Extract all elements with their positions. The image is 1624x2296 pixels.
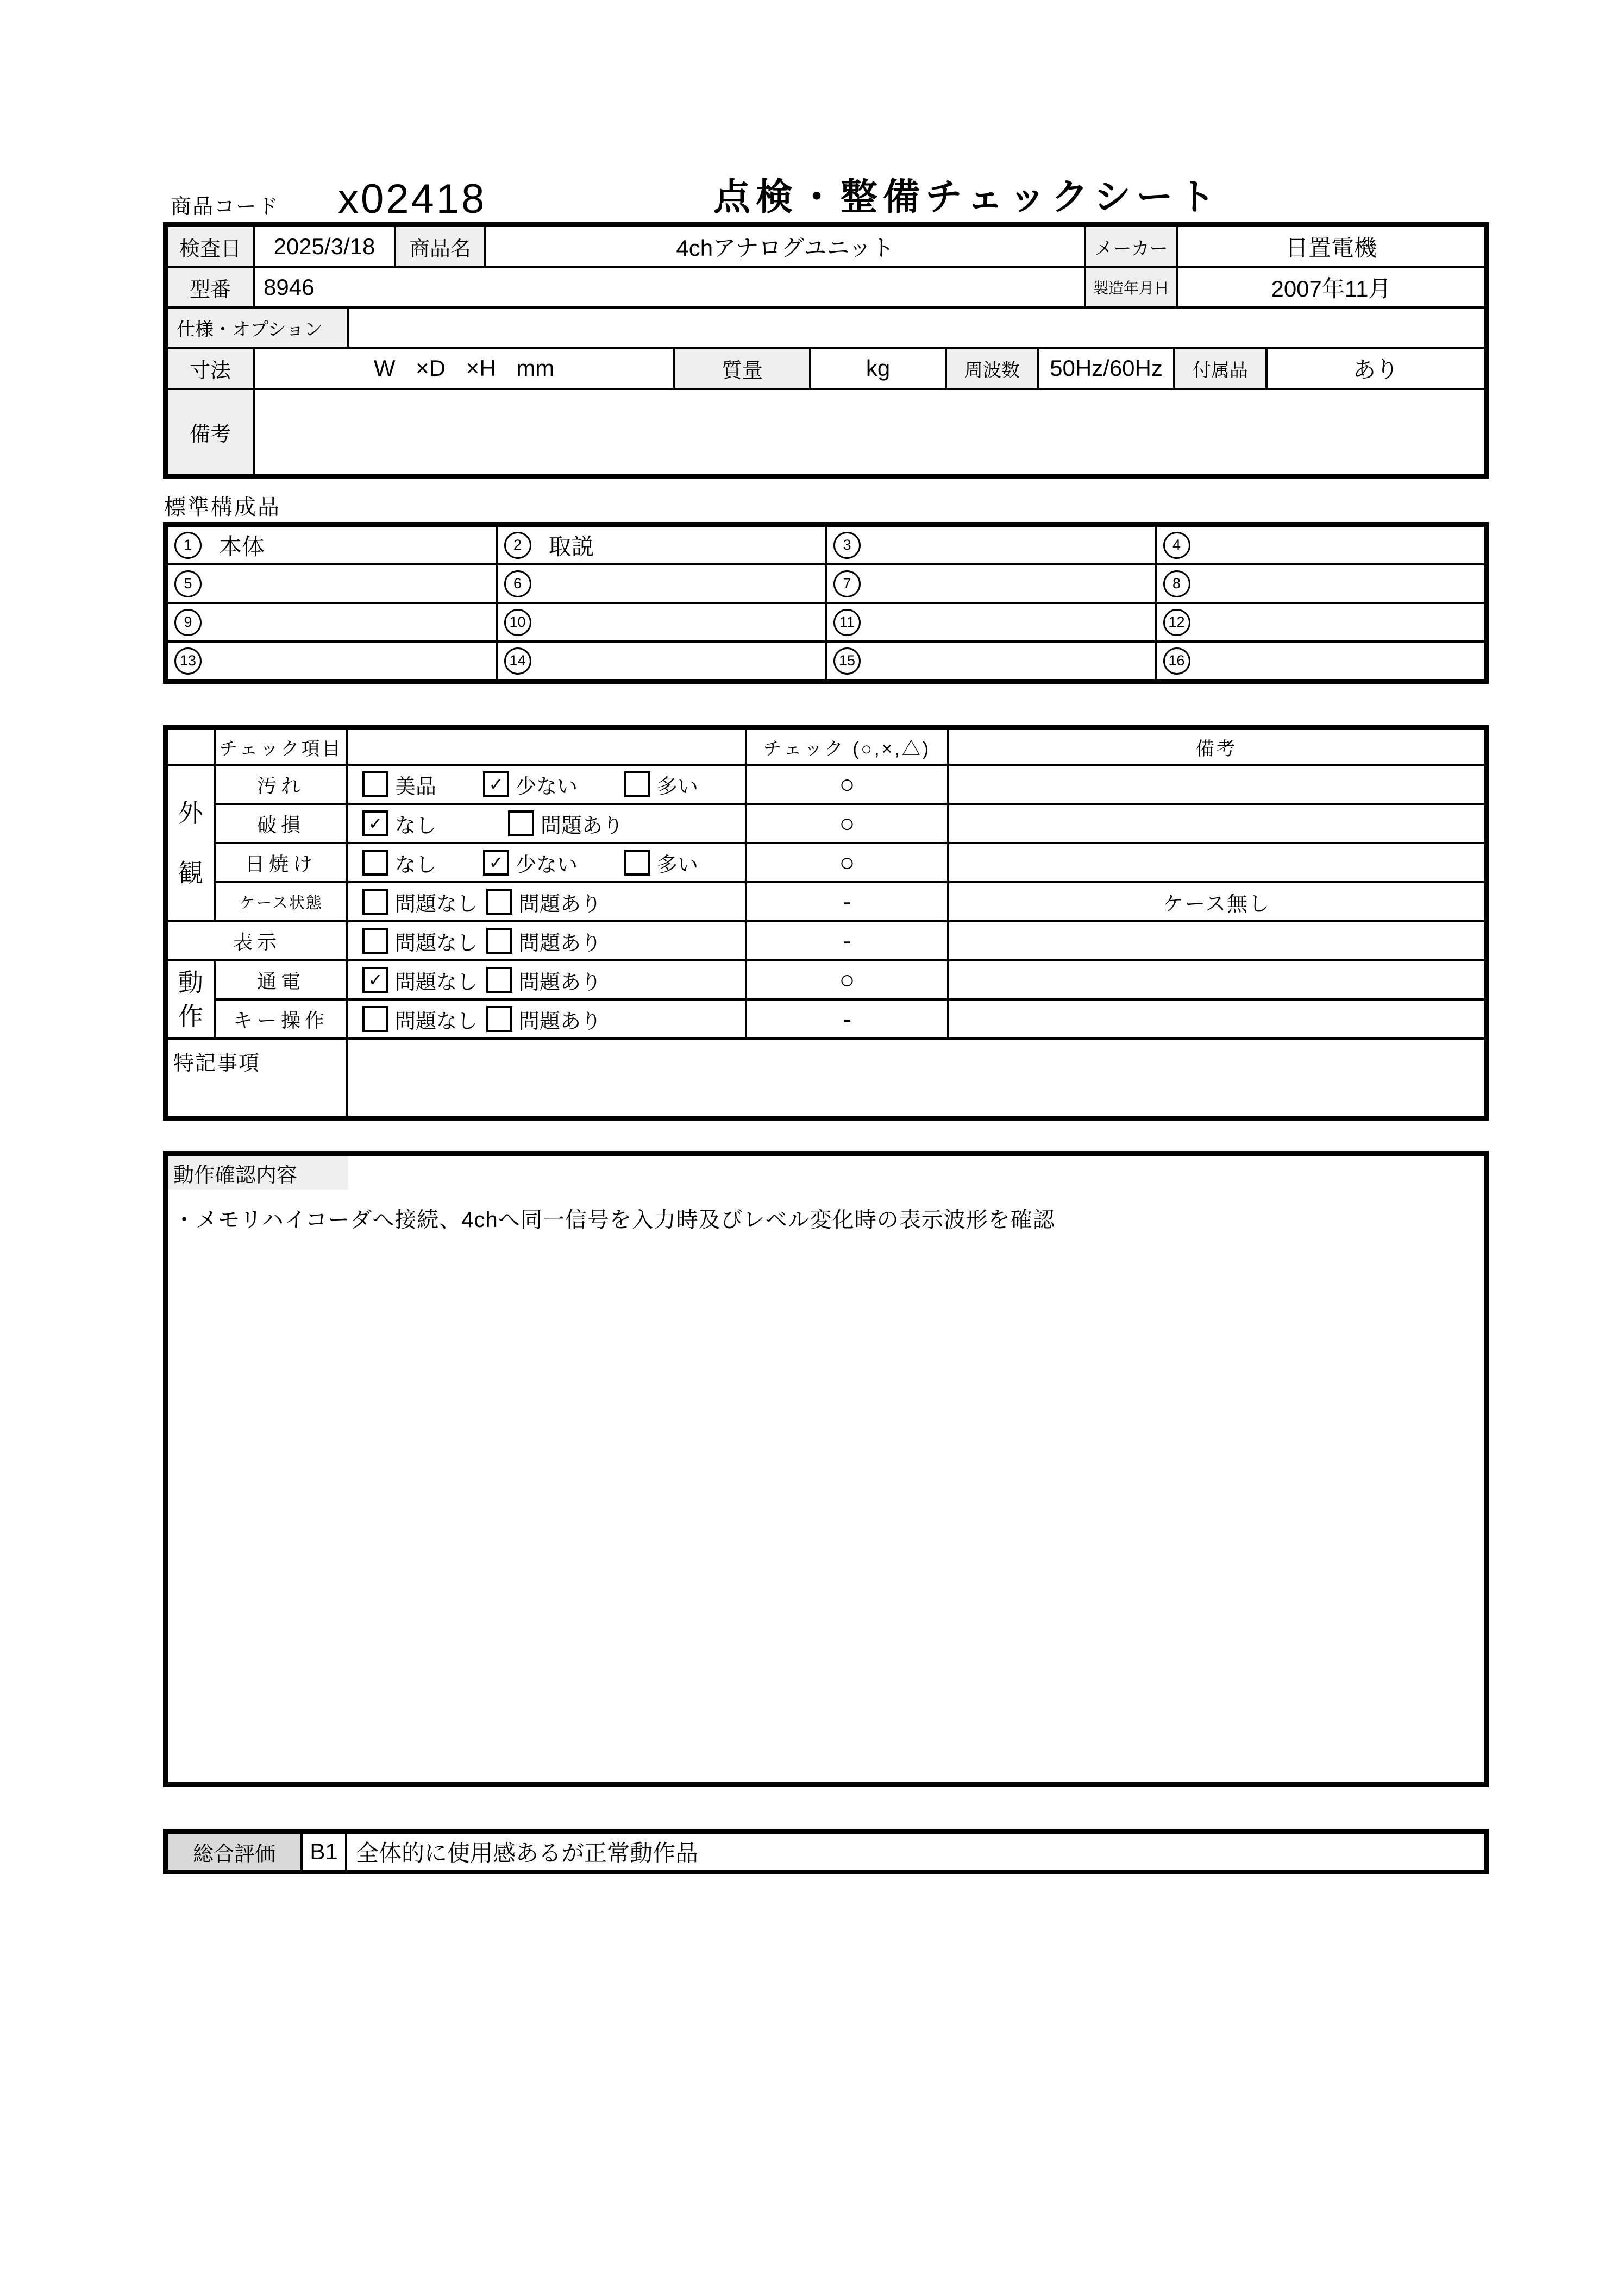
info-row-4 [168, 349, 1484, 388]
page-title: 点検・整備チェックシート [713, 177, 1221, 218]
component-number-badge: 13 [174, 647, 202, 675]
component-number-badge: 1 [174, 532, 202, 559]
remarks-label: 備考 [168, 390, 253, 474]
overall-evaluation-table [163, 1829, 1489, 1874]
product-name-value: 4chアナログユニット [486, 227, 1084, 266]
check-option [486, 887, 601, 917]
check-result-mark: - [747, 922, 947, 959]
check-option-label: なし [395, 814, 437, 838]
check-remarks [949, 766, 1484, 803]
check-header-mark: チェック (○,×,△) [747, 730, 947, 764]
checkbox-icon[interactable] [624, 771, 650, 797]
component-cell [168, 604, 496, 640]
overall-label: 総合評価 [168, 1834, 300, 1870]
spec-option-label: 仕様・オプション [168, 309, 347, 347]
check-option [483, 770, 578, 800]
check-header-item: チェック項目 [216, 730, 346, 764]
check-option [362, 965, 478, 995]
check-option [486, 965, 601, 995]
info-row-5 [168, 390, 1484, 474]
checkbox-icon[interactable] [486, 928, 512, 954]
component-cell [168, 565, 496, 602]
component-cell [1157, 604, 1484, 640]
frequency-label: 周波数 [947, 349, 1037, 388]
check-remarks [949, 805, 1484, 842]
info-row-1 [168, 227, 1484, 266]
product-name-label: 商品名 [396, 227, 484, 266]
check-option-label: 問題あり [519, 892, 602, 916]
check-option-label: 少ない [516, 853, 578, 877]
header [163, 163, 1489, 223]
check-option-label: 問題あり [519, 1010, 602, 1033]
checkbox-icon[interactable] [486, 889, 512, 915]
check-result-mark: - [747, 1001, 947, 1037]
operation-check-text: ・メモリハイコーダへ接続、4chへ同一信号を入力時及びレベル変化時の表示波形を確認 [173, 1208, 1055, 1232]
group-label-char: 作 [178, 1002, 203, 1030]
check-option [362, 848, 436, 878]
component-number-badge: 4 [1163, 532, 1190, 559]
check-option-label: 問題あり [519, 971, 602, 994]
check-row-label: キー操作 [216, 1001, 346, 1037]
check-row-options [348, 961, 745, 998]
check-row-label: ケース状態 [216, 883, 346, 920]
inspection-date-value: 2025/3/18 [255, 227, 394, 266]
component-number-badge: 7 [833, 570, 861, 597]
checkbox-checked-icon[interactable]: ✓ [483, 850, 509, 876]
check-result-mark: ○ [747, 805, 947, 842]
check-option [362, 887, 478, 917]
components-grid [163, 522, 1489, 684]
check-remarks [949, 961, 1484, 998]
special-notes-label: 特記事項 [168, 1040, 346, 1116]
check-row-label: 表示 [168, 922, 346, 959]
check-header-remarks: 備考 [949, 730, 1484, 764]
check-remarks [949, 922, 1484, 959]
group-label-char: 外 [178, 799, 203, 827]
product-code-label: 商品コード [171, 196, 280, 218]
component-cell [1157, 527, 1484, 563]
component-number-badge: 9 [174, 609, 202, 636]
check-row-options [348, 844, 745, 881]
check-header-options-cell [348, 730, 745, 764]
check-option [508, 809, 623, 839]
check-row-options [348, 1001, 745, 1037]
group-label-char: 観 [178, 859, 203, 887]
info-row-2 [168, 268, 1484, 306]
component-name: 本体 [219, 533, 265, 559]
product-code-value: x02418 [338, 176, 487, 222]
component-number-badge: 12 [1163, 609, 1190, 636]
component-cell [168, 643, 496, 679]
component-cell [827, 527, 1155, 563]
check-option-label: 多い [657, 775, 699, 798]
check-option [486, 1004, 601, 1034]
component-number-badge: 15 [833, 647, 861, 675]
check-row-options [348, 805, 745, 842]
component-number-badge: 8 [1163, 570, 1190, 597]
check-table [163, 725, 1489, 1121]
operation-check-label: 動作確認内容 [168, 1156, 348, 1190]
overall-row [168, 1834, 1484, 1870]
inspection-date-label: 検査日 [168, 227, 253, 266]
component-name: 取説 [548, 533, 594, 559]
component-cell [827, 643, 1155, 679]
check-row-options [348, 766, 745, 803]
component-cell [1157, 565, 1484, 602]
weight-value: kg [811, 349, 945, 388]
check-option-label: 美品 [395, 775, 437, 798]
product-info-table [163, 222, 1489, 479]
dimensions-value: W ×D ×H mm [255, 349, 673, 388]
component-number-badge: 10 [504, 609, 531, 636]
check-option-label: 問題あり [541, 814, 624, 838]
check-option [362, 770, 436, 800]
model-label: 型番 [168, 268, 253, 306]
check-option-label: 問題あり [519, 932, 602, 955]
check-row-label: 通電 [216, 961, 346, 998]
component-cell [1157, 643, 1484, 679]
group-label-char: 動 [178, 968, 203, 997]
model-value: 8946 [255, 268, 1084, 306]
check-row-label: 破損 [216, 805, 346, 842]
checkbox-icon[interactable] [362, 928, 388, 954]
component-cell [498, 527, 825, 563]
component-cell [498, 565, 825, 602]
check-option-label: 問題なし [395, 892, 478, 916]
remarks-value [255, 390, 1484, 474]
component-number-badge: 2 [504, 532, 531, 559]
weight-label: 質量 [675, 349, 809, 388]
overall-comment: 全体的に使用感あるが正常動作品 [347, 1834, 1484, 1870]
component-cell [498, 604, 825, 640]
spec-option-value [349, 309, 1484, 347]
checkbox-checked-icon[interactable]: ✓ [362, 810, 388, 836]
checkbox-icon[interactable] [486, 967, 512, 993]
check-result-mark: ○ [747, 766, 947, 803]
check-option [486, 926, 601, 956]
maker-value: 日置電機 [1178, 227, 1484, 266]
overall-grade: B1 [303, 1834, 345, 1870]
checkbox-icon[interactable] [362, 850, 388, 876]
check-option-label: 問題なし [395, 932, 478, 955]
check-header-corner-cell [168, 730, 214, 764]
checkbox-checked-icon[interactable]: ✓ [362, 967, 388, 993]
check-option-label: なし [395, 853, 437, 877]
special-notes-value [348, 1040, 1484, 1116]
check-result-mark: ○ [747, 961, 947, 998]
accessories-value: あり [1268, 349, 1484, 388]
component-cell [827, 604, 1155, 640]
check-result-mark: - [747, 883, 947, 920]
accessories-label: 付属品 [1175, 349, 1265, 388]
check-option-label: 問題なし [395, 1010, 478, 1033]
check-option [362, 1004, 478, 1034]
checkbox-icon[interactable] [624, 850, 650, 876]
component-cell [498, 643, 825, 679]
checkbox-icon[interactable] [486, 1006, 512, 1032]
component-cell [168, 527, 496, 563]
check-group-operation [168, 961, 214, 1037]
check-option [624, 848, 698, 878]
operation-check-box [163, 1151, 1489, 1787]
check-option-label: 問題なし [395, 971, 478, 994]
check-option [362, 809, 436, 839]
component-cell [827, 565, 1155, 602]
check-row-label: 汚れ [216, 766, 346, 803]
check-option-label: 多い [657, 853, 699, 877]
mfg-date-label: 製造年月日 [1086, 268, 1176, 306]
check-option [362, 926, 478, 956]
checkbox-checked-icon[interactable]: ✓ [483, 771, 509, 797]
dimensions-label: 寸法 [168, 349, 253, 388]
checkbox-icon[interactable] [362, 771, 388, 797]
check-remarks [949, 1001, 1484, 1037]
check-option [624, 770, 698, 800]
component-number-badge: 11 [833, 609, 861, 636]
check-result-mark: ○ [747, 844, 947, 881]
check-option-label: 少ない [516, 775, 578, 798]
check-option [483, 848, 578, 878]
components-section-title: 標準構成品 [164, 495, 281, 519]
maker-label: メーカー [1086, 227, 1176, 266]
checkbox-icon[interactable] [362, 1006, 388, 1032]
component-number-badge: 14 [504, 647, 531, 675]
mfg-date-value: 2007年11月 [1178, 268, 1484, 306]
frequency-value: 50Hz/60Hz [1039, 349, 1173, 388]
info-row-3 [168, 309, 1484, 347]
check-row-label: 日焼け [216, 844, 346, 881]
check-remarks [949, 844, 1484, 881]
check-group-appearance [168, 766, 214, 920]
component-number-badge: 16 [1163, 647, 1190, 675]
component-number-badge: 5 [174, 570, 202, 597]
checkbox-icon[interactable] [508, 810, 534, 836]
check-row-options [348, 922, 745, 959]
check-row-options [348, 883, 745, 920]
check-remarks: ケース無し [949, 883, 1484, 920]
checkbox-icon[interactable] [362, 889, 388, 915]
component-number-badge: 6 [504, 570, 531, 597]
component-number-badge: 3 [833, 532, 861, 559]
